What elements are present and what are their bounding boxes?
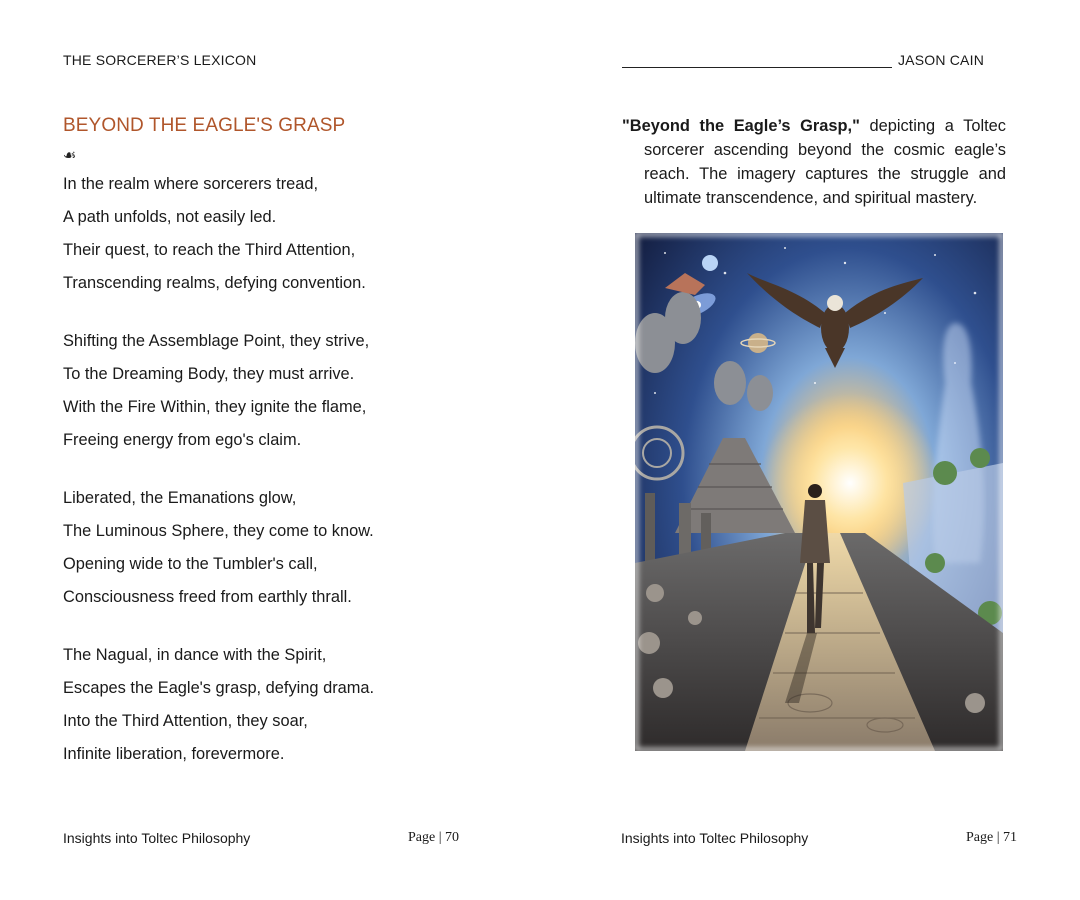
page-number: Page | 70 bbox=[408, 830, 460, 845]
stanza-1 bbox=[63, 168, 503, 300]
illustration-caption bbox=[622, 114, 1006, 210]
poem-line: To the Dreaming Body, they must arrive. bbox=[63, 365, 355, 383]
poem-title: BEYOND THE EAGLE'S GRASP bbox=[63, 115, 346, 136]
fleuron-ornament-icon: ☙ bbox=[63, 147, 77, 164]
poem-line: With the Fire Within, they ignite the flame, bbox=[63, 398, 367, 416]
illustration-image bbox=[635, 233, 1003, 751]
poem-line: A path unfolds, not easily led. bbox=[63, 208, 277, 226]
poem-line: Liberated, the Emanations glow, bbox=[63, 489, 297, 507]
poem-line: Infinite liberation, forevermore. bbox=[63, 745, 285, 763]
page-number: Page | 71 bbox=[966, 830, 1018, 845]
stanza-3 bbox=[63, 482, 503, 614]
author-name: JASON CAIN bbox=[897, 52, 984, 68]
poem-line: The Nagual, in dance with the Spirit, bbox=[63, 646, 327, 664]
footer-book-subtitle: Insights into Toltec Philosophy bbox=[63, 830, 251, 846]
poem-line: Opening wide to the Tumbler's call, bbox=[63, 555, 318, 573]
caption-title: "Beyond the Eagle’s Grasp," bbox=[622, 117, 860, 135]
footer-book-subtitle: Insights into Toltec Philosophy bbox=[621, 830, 809, 846]
poem-line: Into the Third Attention, they soar, bbox=[63, 712, 308, 730]
poem-line: Their quest, to reach the Third Attention, bbox=[63, 241, 356, 259]
stanza-4 bbox=[63, 639, 503, 771]
illustration-sorcerer-eagle bbox=[635, 233, 1003, 751]
running-head-author bbox=[622, 52, 984, 68]
poem-line: The Luminous Sphere, they come to know. bbox=[63, 522, 374, 540]
header-rule bbox=[622, 53, 892, 68]
poem-line: Freeing energy from ego's claim. bbox=[63, 431, 302, 449]
caption-text: depicting a Toltec sorcerer ascending beyond the cosmic eagle’s reach. The imagery captures the struggle and ultimate transcendence, and spiritual mastery. bbox=[644, 117, 1006, 207]
running-head-book-title: THE SORCERER’S LEXICON bbox=[63, 52, 257, 68]
poem-body bbox=[63, 168, 503, 796]
poem-line: Escapes the Eagle's grasp, defying drama. bbox=[63, 679, 375, 697]
poem-line: Shifting the Assemblage Point, they strive, bbox=[63, 332, 370, 350]
poem-line: In the realm where sorcerers tread, bbox=[63, 175, 319, 193]
poem-line: Consciousness freed from earthly thrall. bbox=[63, 588, 352, 606]
right-page bbox=[540, 0, 1080, 900]
poem-line: Transcending realms, defying convention. bbox=[63, 274, 366, 292]
stanza-2 bbox=[63, 325, 503, 457]
